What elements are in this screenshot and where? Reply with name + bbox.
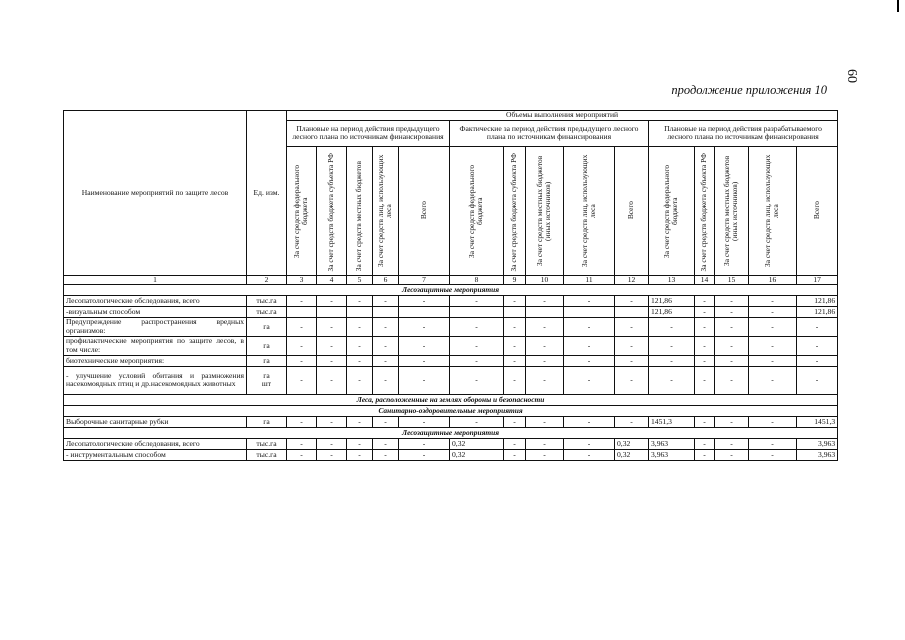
row-name: Лесопатологические обследования, всего [64, 438, 247, 449]
row-value: - [797, 355, 838, 366]
column-number: 8 [450, 275, 504, 284]
table-row [64, 416, 838, 427]
row-value: - [749, 306, 797, 317]
page-number: 60 [844, 69, 859, 83]
row-value: - [504, 449, 526, 460]
row-value: - [347, 295, 373, 306]
row-value: - [287, 416, 317, 427]
row-value: - [715, 449, 749, 460]
appendix-label: продолжение приложения 10 [671, 83, 827, 97]
row-value: 1451,3 [649, 416, 695, 427]
header-name-column: Наименование мероприятий по защите лесов [64, 111, 247, 276]
subheader-cell [450, 146, 504, 275]
row-value: - [347, 317, 373, 336]
row-name: Выборочные санитарные рубки [64, 416, 247, 427]
row-value: - [615, 416, 649, 427]
table-row [64, 366, 838, 394]
row-value: - [797, 317, 838, 336]
row-value: - [797, 336, 838, 355]
row-value: - [715, 336, 749, 355]
row-value: - [715, 438, 749, 449]
row-value: - [399, 416, 450, 427]
row-value: - [287, 355, 317, 366]
row-value: - [399, 295, 450, 306]
row-value [347, 306, 373, 317]
row-value: - [504, 438, 526, 449]
row-value: - [615, 317, 649, 336]
row-value: - [695, 438, 715, 449]
subheader-cell [649, 146, 695, 275]
row-value [564, 306, 615, 317]
row-value: - [317, 295, 347, 306]
table-row [64, 449, 838, 460]
subheader-b-3: За счет средств местных бюджетов (иных источников) [535, 155, 553, 266]
row-value: - [749, 438, 797, 449]
row-value: - [564, 355, 615, 366]
column-number: 1 [64, 275, 247, 284]
subheader-c-1: За счет средств федерального бюджета [662, 163, 680, 258]
row-value: - [695, 295, 715, 306]
row-value: - [526, 449, 564, 460]
column-number: 13 [649, 275, 695, 284]
row-value: - [649, 366, 695, 394]
row-value: - [564, 416, 615, 427]
row-value: - [749, 449, 797, 460]
row-value: - [715, 295, 749, 306]
row-value: - [615, 366, 649, 394]
subheader-b-1: За счет средств федерального бюджета [467, 163, 485, 258]
row-value: - [399, 449, 450, 460]
row-value: - [347, 336, 373, 355]
row-value: - [373, 438, 399, 449]
subheader-c-2: За счет средств бюджета субъекта РФ [699, 153, 709, 272]
subheader-c-4: За счет средств лиц, использующих леса [763, 154, 781, 267]
table-row [64, 317, 838, 336]
row-unit: га [247, 416, 287, 427]
row-value: - [287, 317, 317, 336]
row-value: - [564, 366, 615, 394]
table-row [64, 438, 838, 449]
subheader-cell [615, 146, 649, 275]
row-value: - [526, 355, 564, 366]
row-value: - [649, 336, 695, 355]
row-value: - [695, 355, 715, 366]
page-edge-mark [897, 0, 899, 12]
row-value: 121,86 [649, 306, 695, 317]
subheader-a-3: За счет средств местных бюджетов [354, 161, 364, 272]
row-value: - [287, 449, 317, 460]
column-number: 2 [247, 275, 287, 284]
row-value: - [317, 416, 347, 427]
subheader-b-4: За счет средств лиц, использующих леса [579, 154, 597, 267]
column-number: 6 [373, 275, 399, 284]
row-value: 3,963 [797, 449, 838, 460]
row-value: - [749, 416, 797, 427]
row-value: - [317, 355, 347, 366]
row-value: - [347, 416, 373, 427]
column-number: 17 [797, 275, 838, 284]
row-value: - [504, 416, 526, 427]
row-unit: тыс.га [247, 306, 287, 317]
row-value: - [287, 295, 317, 306]
subheader-cell [399, 146, 450, 275]
row-value: - [649, 317, 695, 336]
row-value: 121,86 [797, 295, 838, 306]
column-number: 9 [504, 275, 526, 284]
row-value: - [564, 336, 615, 355]
row-value: 3,963 [649, 438, 695, 449]
row-value: - [287, 438, 317, 449]
row-name: - инструментальным способом [64, 449, 247, 460]
row-value: - [450, 295, 504, 306]
row-value: - [287, 366, 317, 394]
row-value: 0,32 [615, 449, 649, 460]
section-title-forest-protection: Лесозащитные мероприятия [64, 284, 838, 295]
row-value: - [715, 317, 749, 336]
header-group-planned-prev: Плановые на период действия предыдущего лесного плана по источникам финансирования [287, 120, 450, 146]
column-number: 5 [347, 275, 373, 284]
column-number: 15 [715, 275, 749, 284]
row-value: 1451,3 [797, 416, 838, 427]
row-value: - [749, 317, 797, 336]
subheader-cell [373, 146, 399, 275]
row-value: - [450, 355, 504, 366]
row-value: - [347, 366, 373, 394]
row-value: - [373, 355, 399, 366]
row-value: - [649, 355, 695, 366]
row-value: - [317, 317, 347, 336]
row-value: 121,86 [649, 295, 695, 306]
row-unit: тыс.га [247, 449, 287, 460]
row-value: - [450, 336, 504, 355]
row-value: - [526, 416, 564, 427]
row-value [450, 306, 504, 317]
subheader-c-5: Всего [812, 201, 821, 220]
row-unit: га [247, 336, 287, 355]
row-value: - [695, 366, 715, 394]
column-number-row [64, 275, 838, 284]
section-title-forest-protection-2: Лесозащитные мероприятия [64, 427, 838, 438]
subheader-cell [526, 146, 564, 275]
column-number: 14 [695, 275, 715, 284]
subheader-a-2: За счет средств бюджета субъекта РФ [326, 153, 336, 272]
row-value: - [504, 295, 526, 306]
subheader-cell [695, 146, 715, 275]
row-value: - [399, 317, 450, 336]
row-unit: га [247, 355, 287, 366]
row-name: - улучшение условий обитания и размножения насекомоядных птиц и др.насекомоядных животных [64, 366, 247, 394]
column-number: 4 [317, 275, 347, 284]
column-number: 10 [526, 275, 564, 284]
row-value: - [504, 355, 526, 366]
row-value: - [564, 449, 615, 460]
subheader-b-2: За счет средств бюджета субъекта РФ [509, 153, 519, 272]
subheader-cell [564, 146, 615, 275]
row-value: - [715, 306, 749, 317]
row-name: -визуальным способом [64, 306, 247, 317]
row-value: - [287, 336, 317, 355]
table-row [64, 306, 838, 317]
row-value: - [615, 355, 649, 366]
row-name: профилактические мероприятия по защите лесов, в том числе: [64, 336, 247, 355]
subheader-cell [504, 146, 526, 275]
subheader-cell [797, 146, 838, 275]
row-value: - [715, 355, 749, 366]
row-value: - [526, 438, 564, 449]
subheader-cell [317, 146, 347, 275]
row-value: - [526, 317, 564, 336]
row-value: - [373, 449, 399, 460]
row-value: - [317, 336, 347, 355]
row-value: 121,86 [797, 306, 838, 317]
row-value [317, 306, 347, 317]
row-value: - [347, 449, 373, 460]
table-row [64, 336, 838, 355]
row-value: - [695, 317, 715, 336]
column-number: 11 [564, 275, 615, 284]
row-value: - [347, 438, 373, 449]
row-unit: га [247, 317, 287, 336]
row-value: - [564, 438, 615, 449]
row-value: - [373, 317, 399, 336]
row-value: - [373, 416, 399, 427]
column-number: 7 [399, 275, 450, 284]
subheader-cell [715, 146, 749, 275]
row-value: - [504, 366, 526, 394]
row-value: 3,963 [797, 438, 838, 449]
row-value: - [450, 317, 504, 336]
row-value: - [749, 295, 797, 306]
row-value: - [526, 336, 564, 355]
row-value: - [399, 336, 450, 355]
row-value: - [317, 366, 347, 394]
table-row [64, 295, 838, 306]
row-value: - [715, 416, 749, 427]
row-value: - [373, 366, 399, 394]
row-value: 0,32 [450, 438, 504, 449]
row-value: - [749, 355, 797, 366]
row-name: Лесопатологические обследования, всего [64, 295, 247, 306]
subheader-cell [347, 146, 373, 275]
row-value: - [564, 295, 615, 306]
row-value: - [615, 336, 649, 355]
row-value [504, 306, 526, 317]
row-value [615, 306, 649, 317]
row-value: - [695, 449, 715, 460]
row-value: - [797, 366, 838, 394]
row-value [526, 306, 564, 317]
row-value [399, 306, 450, 317]
row-value: - [504, 317, 526, 336]
row-value: - [450, 366, 504, 394]
row-value: - [564, 317, 615, 336]
row-value: - [373, 336, 399, 355]
row-value: - [526, 366, 564, 394]
row-value: - [526, 295, 564, 306]
table-row [64, 355, 838, 366]
row-value: - [715, 366, 749, 394]
subheader-a-4: За счет средств лиц, использующих леса [376, 154, 394, 267]
row-value [373, 306, 399, 317]
row-value: - [399, 355, 450, 366]
row-value: 0,32 [450, 449, 504, 460]
subheader-cell [287, 146, 317, 275]
row-value: - [450, 416, 504, 427]
row-name: биотехнические мероприятия: [64, 355, 247, 366]
row-value [287, 306, 317, 317]
row-value: - [615, 295, 649, 306]
column-number: 12 [615, 275, 649, 284]
subheader-cell [749, 146, 797, 275]
subheader-b-5: Всего [626, 201, 636, 220]
header-group-actual-prev: Фактические за период действия предыдущего лесного плана по источникам финансирования [450, 120, 649, 146]
row-value: - [695, 336, 715, 355]
protection-measures-table [63, 110, 838, 461]
row-value: 0,32 [615, 438, 649, 449]
row-value: - [399, 366, 450, 394]
row-unit: га шт [247, 366, 287, 394]
row-value: - [373, 295, 399, 306]
row-value: - [749, 336, 797, 355]
header-unit-column: Ед. изм. [247, 111, 287, 276]
row-value: - [695, 416, 715, 427]
subheader-a-1: За счет средств федерального бюджета [292, 163, 310, 258]
row-value: - [347, 355, 373, 366]
section-title-sanitary: Санитарно-оздоровительные мероприятия [64, 405, 838, 416]
row-name: Предупреждение распространения вредных организмов: [64, 317, 247, 336]
header-group-planned-new: Плановые на период действия разрабатываемого лесного плана по источникам финансирования [649, 120, 838, 146]
row-value: - [399, 438, 450, 449]
section-title-defense-lands: Леса, расположенные на землях обороны и безопасности [64, 394, 838, 405]
column-number: 3 [287, 275, 317, 284]
row-value: 3,963 [649, 449, 695, 460]
row-unit: тыс.га [247, 438, 287, 449]
row-value: - [317, 438, 347, 449]
row-unit: тыс.га [247, 295, 287, 306]
subheader-c-3: За счет средств местных бюджетов (иных источников) [722, 155, 740, 266]
row-value: - [695, 306, 715, 317]
row-value: - [749, 366, 797, 394]
row-value: - [504, 336, 526, 355]
column-number: 16 [749, 275, 797, 284]
subheader-a-5: Всего [418, 201, 428, 220]
row-value: - [317, 449, 347, 460]
header-volumes-title: Объемы выполнения мероприятий [287, 111, 838, 121]
